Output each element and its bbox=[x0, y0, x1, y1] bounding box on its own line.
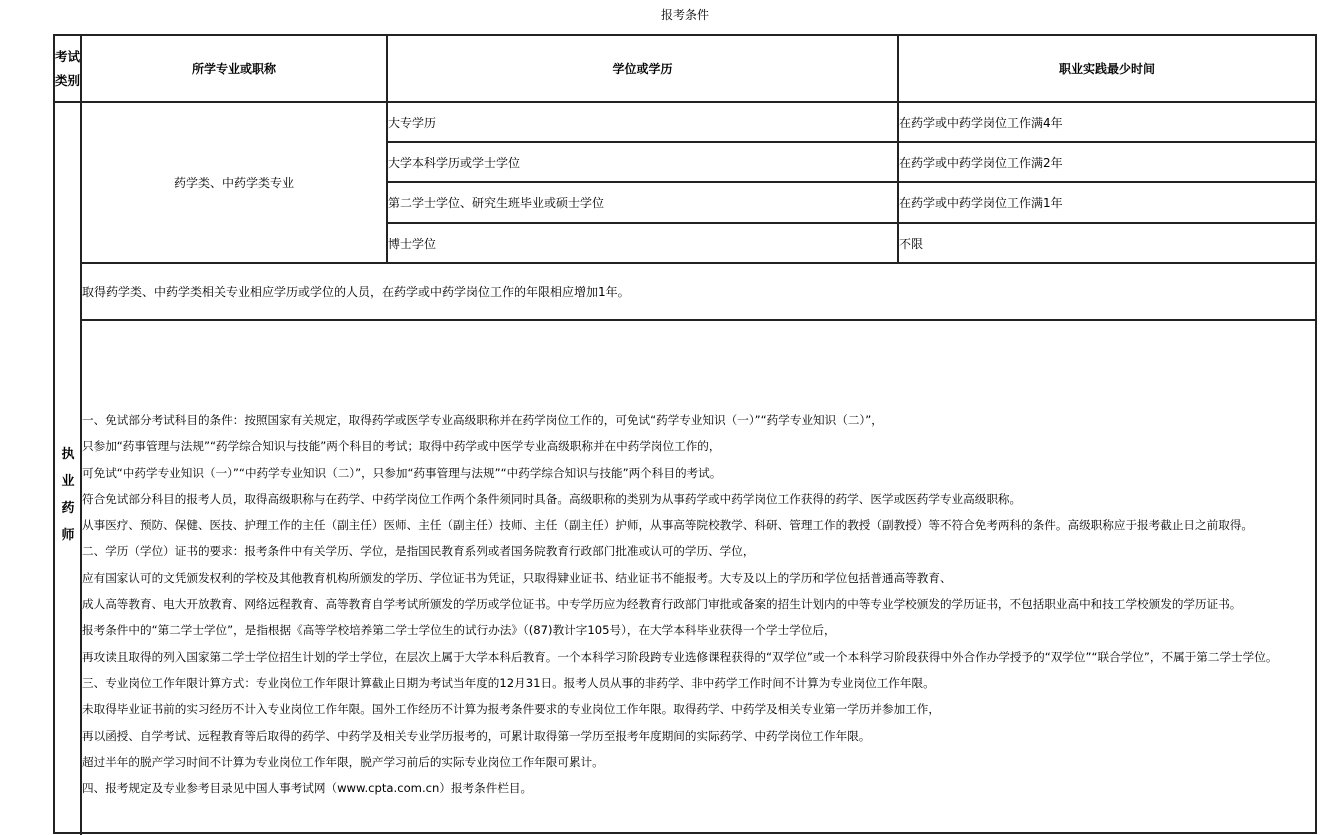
header-exam-type: 考试类别 bbox=[55, 48, 81, 88]
note-line: 未取得毕业证书前的实习经历不计入专业岗位工作年限。国外工作经历不计算为报考条件要求的专业岗位工作年限。取得药学、中药学及相关专业第一学历并参加工作， bbox=[82, 702, 940, 717]
note-line: 再以函授、自学考试、远程教育等后取得的药学、中药学及相关专业学历报考的，可累计取得第一学历至报考年度期间的实际药学、中药学岗位工作年限。 bbox=[82, 728, 871, 743]
degree-cell: 大专学历 bbox=[388, 115, 437, 130]
time-cell: 不限 bbox=[899, 236, 924, 251]
time-cell: 在药学或中药学岗位工作满1年 bbox=[899, 196, 1063, 210]
major-group: 药学类、中药学类专业 bbox=[173, 176, 294, 190]
related-major-note: 取得药学类、中药学类相关专业相应学历或学位的人员，在药学或中药学岗位工作的年限相应增加1年。 bbox=[82, 285, 630, 299]
divider bbox=[387, 222, 1316, 224]
header-practice-time: 职业实践最少时间 bbox=[1058, 62, 1155, 76]
degree-cell: 博士学位 bbox=[388, 236, 437, 251]
time-cell: 在药学或中药学岗位工作满2年 bbox=[899, 155, 1063, 170]
note-line: 四、报考规定及专业参考目录见中国人事考试网（www.cpta.com.cn）报考条件栏目。 bbox=[82, 781, 533, 796]
note-line: 成人高等教育、电大开放教育、网络远程教育、高等教育自学考试所颁发的学历或学位证书。中专学历应为经教育行政部门审批或备案的招生计划内的中等专业学校颁发的学历证书，不包括职业高中和技工学校颁发的学历证书。 bbox=[82, 597, 1242, 612]
category-label: 执业药师 bbox=[61, 447, 75, 543]
divider bbox=[81, 319, 1316, 321]
time-cell: 在药学或中药学岗位工作满4年 bbox=[899, 115, 1063, 130]
degree-cell: 大学本科学历或学士学位 bbox=[388, 155, 521, 170]
note-line: 可免试“中药学专业知识（一）”“中药学专业知识（二）”，只参加“药事管理与法规”“中药学综合知识与技能”两个科目的考试。 bbox=[82, 465, 722, 480]
note-line: 超过半年的脱产学习时间不计算为专业岗位工作年限，脱产学习前后的实际专业岗位工作年限可累计。 bbox=[82, 754, 604, 769]
degree-cell: 第二学士学位、研究生班毕业或硕士学位 bbox=[388, 196, 605, 210]
notes-block bbox=[82, 407, 1314, 801]
note-line: 应有国家认可的文凭颁发权利的学校及其他教育机构所颁发的学历、学位证书为凭证，只取得肄业证书、结业证书不能报考。大专及以上的学历和学位包括普通高等教育、 bbox=[82, 570, 952, 585]
note-line: 符合免试部分科目的报考人员，取得高级职称与在药学、中药学岗位工作两个条件须同时具备。高级职称的类别为从事药学或中药学岗位工作获得的药学、医学或医药学专业高级职称。 bbox=[82, 491, 1022, 506]
header-major: 所学专业或职称 bbox=[191, 62, 276, 76]
divider bbox=[387, 141, 1316, 143]
note-line: 二、学历（学位）证书的要求：报考条件中有关学历、学位，是指国民教育系列或者国务院教育行政部门批准或认可的学历、学位， bbox=[82, 544, 755, 559]
page-title: 报考条件 bbox=[660, 8, 709, 22]
note-line: 一、免试部分考试科目的条件：按照国家有关规定，取得药学或医学专业高级职称并在药学岗位工作的，可免试“药学专业知识（一）”“药学专业知识（二）”， bbox=[82, 413, 883, 427]
header-degree: 学位或学历 bbox=[612, 62, 673, 76]
note-line: 三、专业岗位工作年限计算方式：专业岗位工作年限计算截止日期为考试当年度的12月31日。报考人员从事的非药学、非中药学工作时间不计算为专业岗位工作年限。 bbox=[82, 675, 935, 690]
note-line: 报考条件中的“第二学士学位”，是指根据《高等学校培养第二学士学位生的试行办法》（(87)教计字105号），在大学本科毕业获得一个学士学位后， bbox=[82, 623, 836, 638]
note-line: 只参加“药事管理与法规”“药学综合知识与技能”两个科目的考试；取得中药学或中医学专业高级职称并在中药学岗位工作的， bbox=[82, 439, 721, 454]
note-line: 再攻读且取得的列入国家第二学士学位招生计划的学士学位，在层次上属于大学本科后教育。一个本科学习阶段跨专业选修课程获得的“双学位”或一个本科学习阶段获得中外合作办学授予的“双学位”“联合学位”，不属于第二学士学位。 bbox=[82, 649, 1278, 664]
note-line: 从事医疗、预防、保健、医技、护理工作的主任（副主任）医师、主任（副主任）技师、主任（副主任）护师，从事高等院校教学、科研、管理工作的教授（副教授）等不符合免考两科的条件。高级职称应于报考截止日之前取得。 bbox=[82, 518, 1253, 533]
